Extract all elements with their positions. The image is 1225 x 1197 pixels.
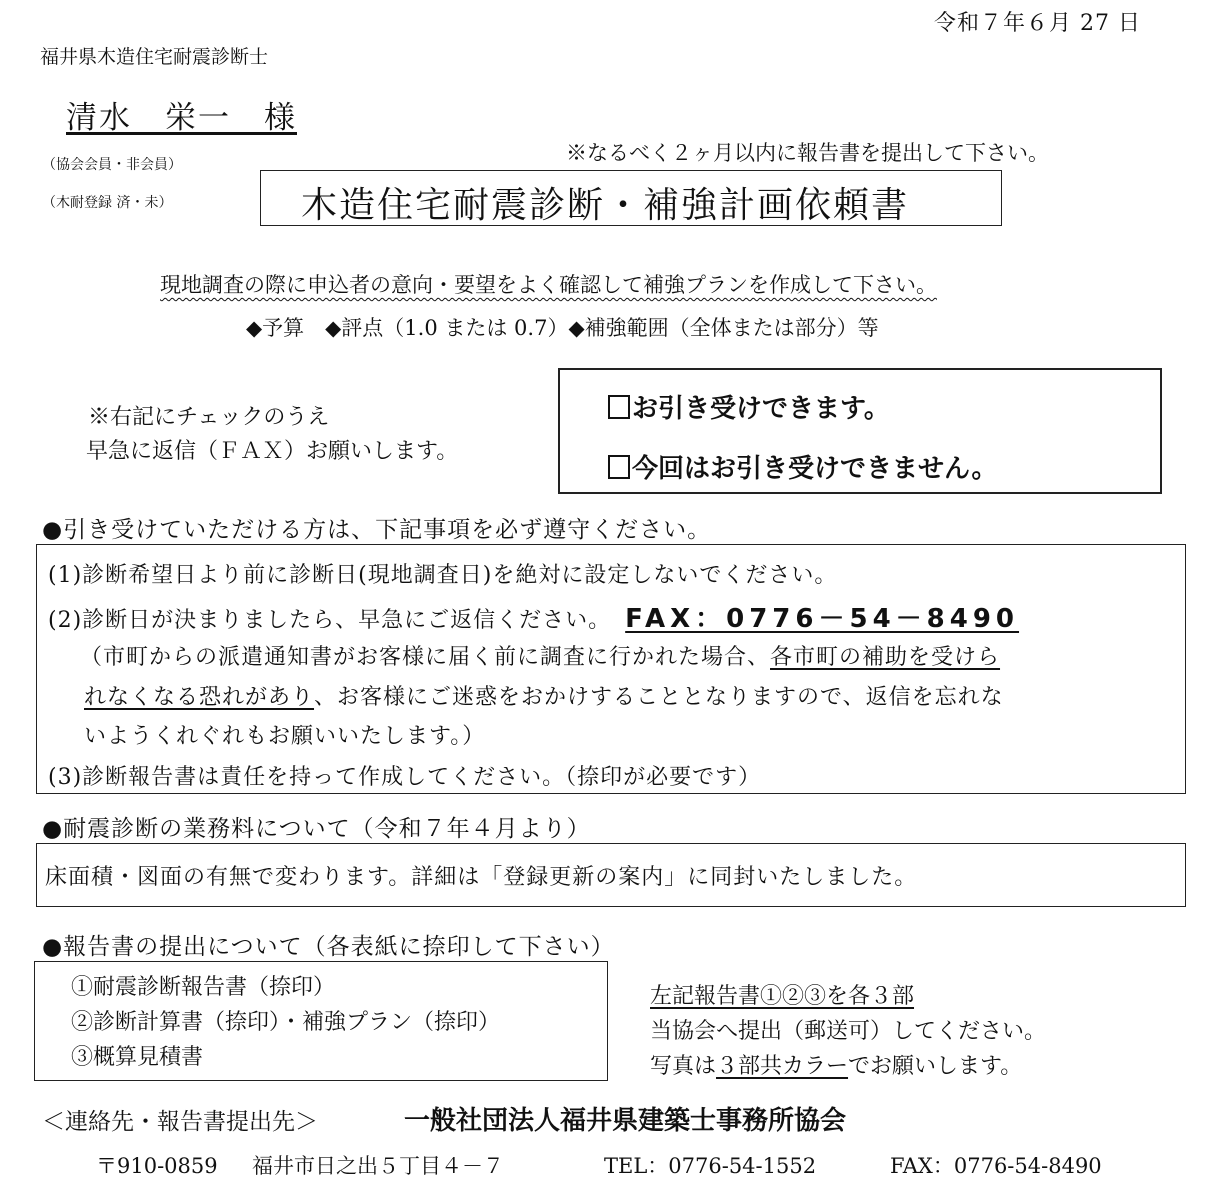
photo-note-c: でお願いします。 bbox=[848, 1054, 1023, 1079]
report-item-1: ①耐震診断報告書（捺印） bbox=[71, 975, 336, 1000]
member-status: （協会会員・非会員） bbox=[42, 157, 182, 173]
option-decline-label: 今回はお引き受けできません。 bbox=[632, 454, 998, 484]
rule-item-2-note-c: いようくれぐれもお願いいたします。） bbox=[84, 724, 486, 749]
option-accept[interactable] bbox=[608, 388, 890, 425]
contact-label: ＜連絡先・報告書提出先＞ bbox=[42, 1109, 318, 1135]
rule-note-d: 、お客様にご迷惑をおかけすることとなりますので、返信を忘れな bbox=[314, 685, 1004, 710]
report-item-2: ②診断計算書（捺印）・補強プラン（捺印） bbox=[71, 1010, 501, 1035]
report-item-3: ③概算見積書 bbox=[71, 1045, 204, 1070]
rules-heading: ●引き受けていただける方は、下記事項を必ず遵守ください。 bbox=[42, 517, 712, 543]
footer-org-name: 一般社団法人福井県建築士事務所協会 bbox=[404, 1106, 847, 1136]
option-decline[interactable] bbox=[608, 448, 998, 485]
rule-note-a: （市町からの派遣通知書がお客様に届く前に調査に行かれた場合、 bbox=[80, 645, 771, 670]
rule-note-b: 各市町の補助を受けら bbox=[770, 645, 1001, 670]
fee-box bbox=[36, 843, 1186, 907]
fee-heading: ●耐震診断の業務料について（令和７年４月より） bbox=[42, 816, 591, 842]
org-title: 福井県木造住宅耐震診断士 bbox=[40, 46, 269, 68]
rule-item-2 bbox=[48, 598, 1019, 635]
footer-tel: TEL：0776-54-1552 bbox=[604, 1154, 817, 1178]
recipient-name: 清水 栄一 様 bbox=[66, 100, 297, 136]
reply-options-box bbox=[558, 368, 1162, 494]
report-submit-note: 当協会へ提出（郵送可）してください。 bbox=[650, 1019, 1047, 1044]
instruction-items: ◆予算 ◆評点（1.0 または 0.7）◆補強範囲（全体または部分）等 bbox=[246, 316, 879, 340]
document-date: 令和７年６月 27 日 bbox=[934, 11, 1141, 36]
instruction-line: 現地調査の際に申込者の意向・要望をよく確認して補強プランを作成して下さい。 bbox=[160, 273, 937, 297]
fee-text: 床面積・図面の有無で変わります。詳細は「登録更新の案内」に同封いたしました。 bbox=[45, 865, 918, 890]
reply-note-line2: 早急に返信（ＦＡＸ）お願いします。 bbox=[86, 439, 459, 464]
report-heading: ●報告書の提出について（各表紙に捺印して下さい） bbox=[42, 934, 615, 960]
rule-item-3: (3)診断報告書は責任を持って作成してください。（捺印が必要です） bbox=[48, 765, 762, 790]
report-copies-note: 左記報告書①②③を各３部 bbox=[650, 984, 915, 1009]
rule-item-2-note-a bbox=[80, 640, 1000, 671]
rule-item-2-note-b bbox=[84, 680, 1004, 711]
photo-note-b: ３部共カラー bbox=[716, 1054, 849, 1079]
fax-number: FAX：0776－54－8490 bbox=[625, 604, 1020, 634]
doc-title-box bbox=[260, 170, 1002, 226]
report-photo-note bbox=[650, 1049, 1022, 1080]
rule-item-2-text: (2)診断日が決まりましたら、早急にご返信ください。 bbox=[48, 608, 612, 633]
reply-note-line1: ※右記にチェックのうえ bbox=[88, 405, 330, 430]
footer-fax: FAX：0776-54-8490 bbox=[890, 1154, 1102, 1178]
photo-note-a: 写真は bbox=[650, 1054, 717, 1079]
checkbox-accept[interactable] bbox=[608, 395, 630, 419]
option-accept-label: お引き受けできます。 bbox=[632, 394, 890, 424]
footer-address: 福井市日之出５丁目４－７ bbox=[252, 1154, 504, 1178]
rule-note-c: れなくなる恐れがあり bbox=[84, 685, 315, 710]
report-items-box bbox=[34, 961, 608, 1081]
submission-note: ※なるべく２ヶ月以内に報告書を提出して下さい。 bbox=[566, 141, 1049, 165]
checkbox-decline[interactable] bbox=[608, 455, 630, 479]
registration-status: （木耐登録 済・未） bbox=[42, 195, 173, 211]
footer-postal: 〒910-0859 bbox=[96, 1154, 218, 1178]
rule-item-1: (1)診断希望日より前に診断日(現地調査日)を絶対に設定しないでください。 bbox=[48, 563, 838, 588]
doc-title: 木造住宅耐震診断・補強計画依頼書 bbox=[301, 185, 910, 226]
